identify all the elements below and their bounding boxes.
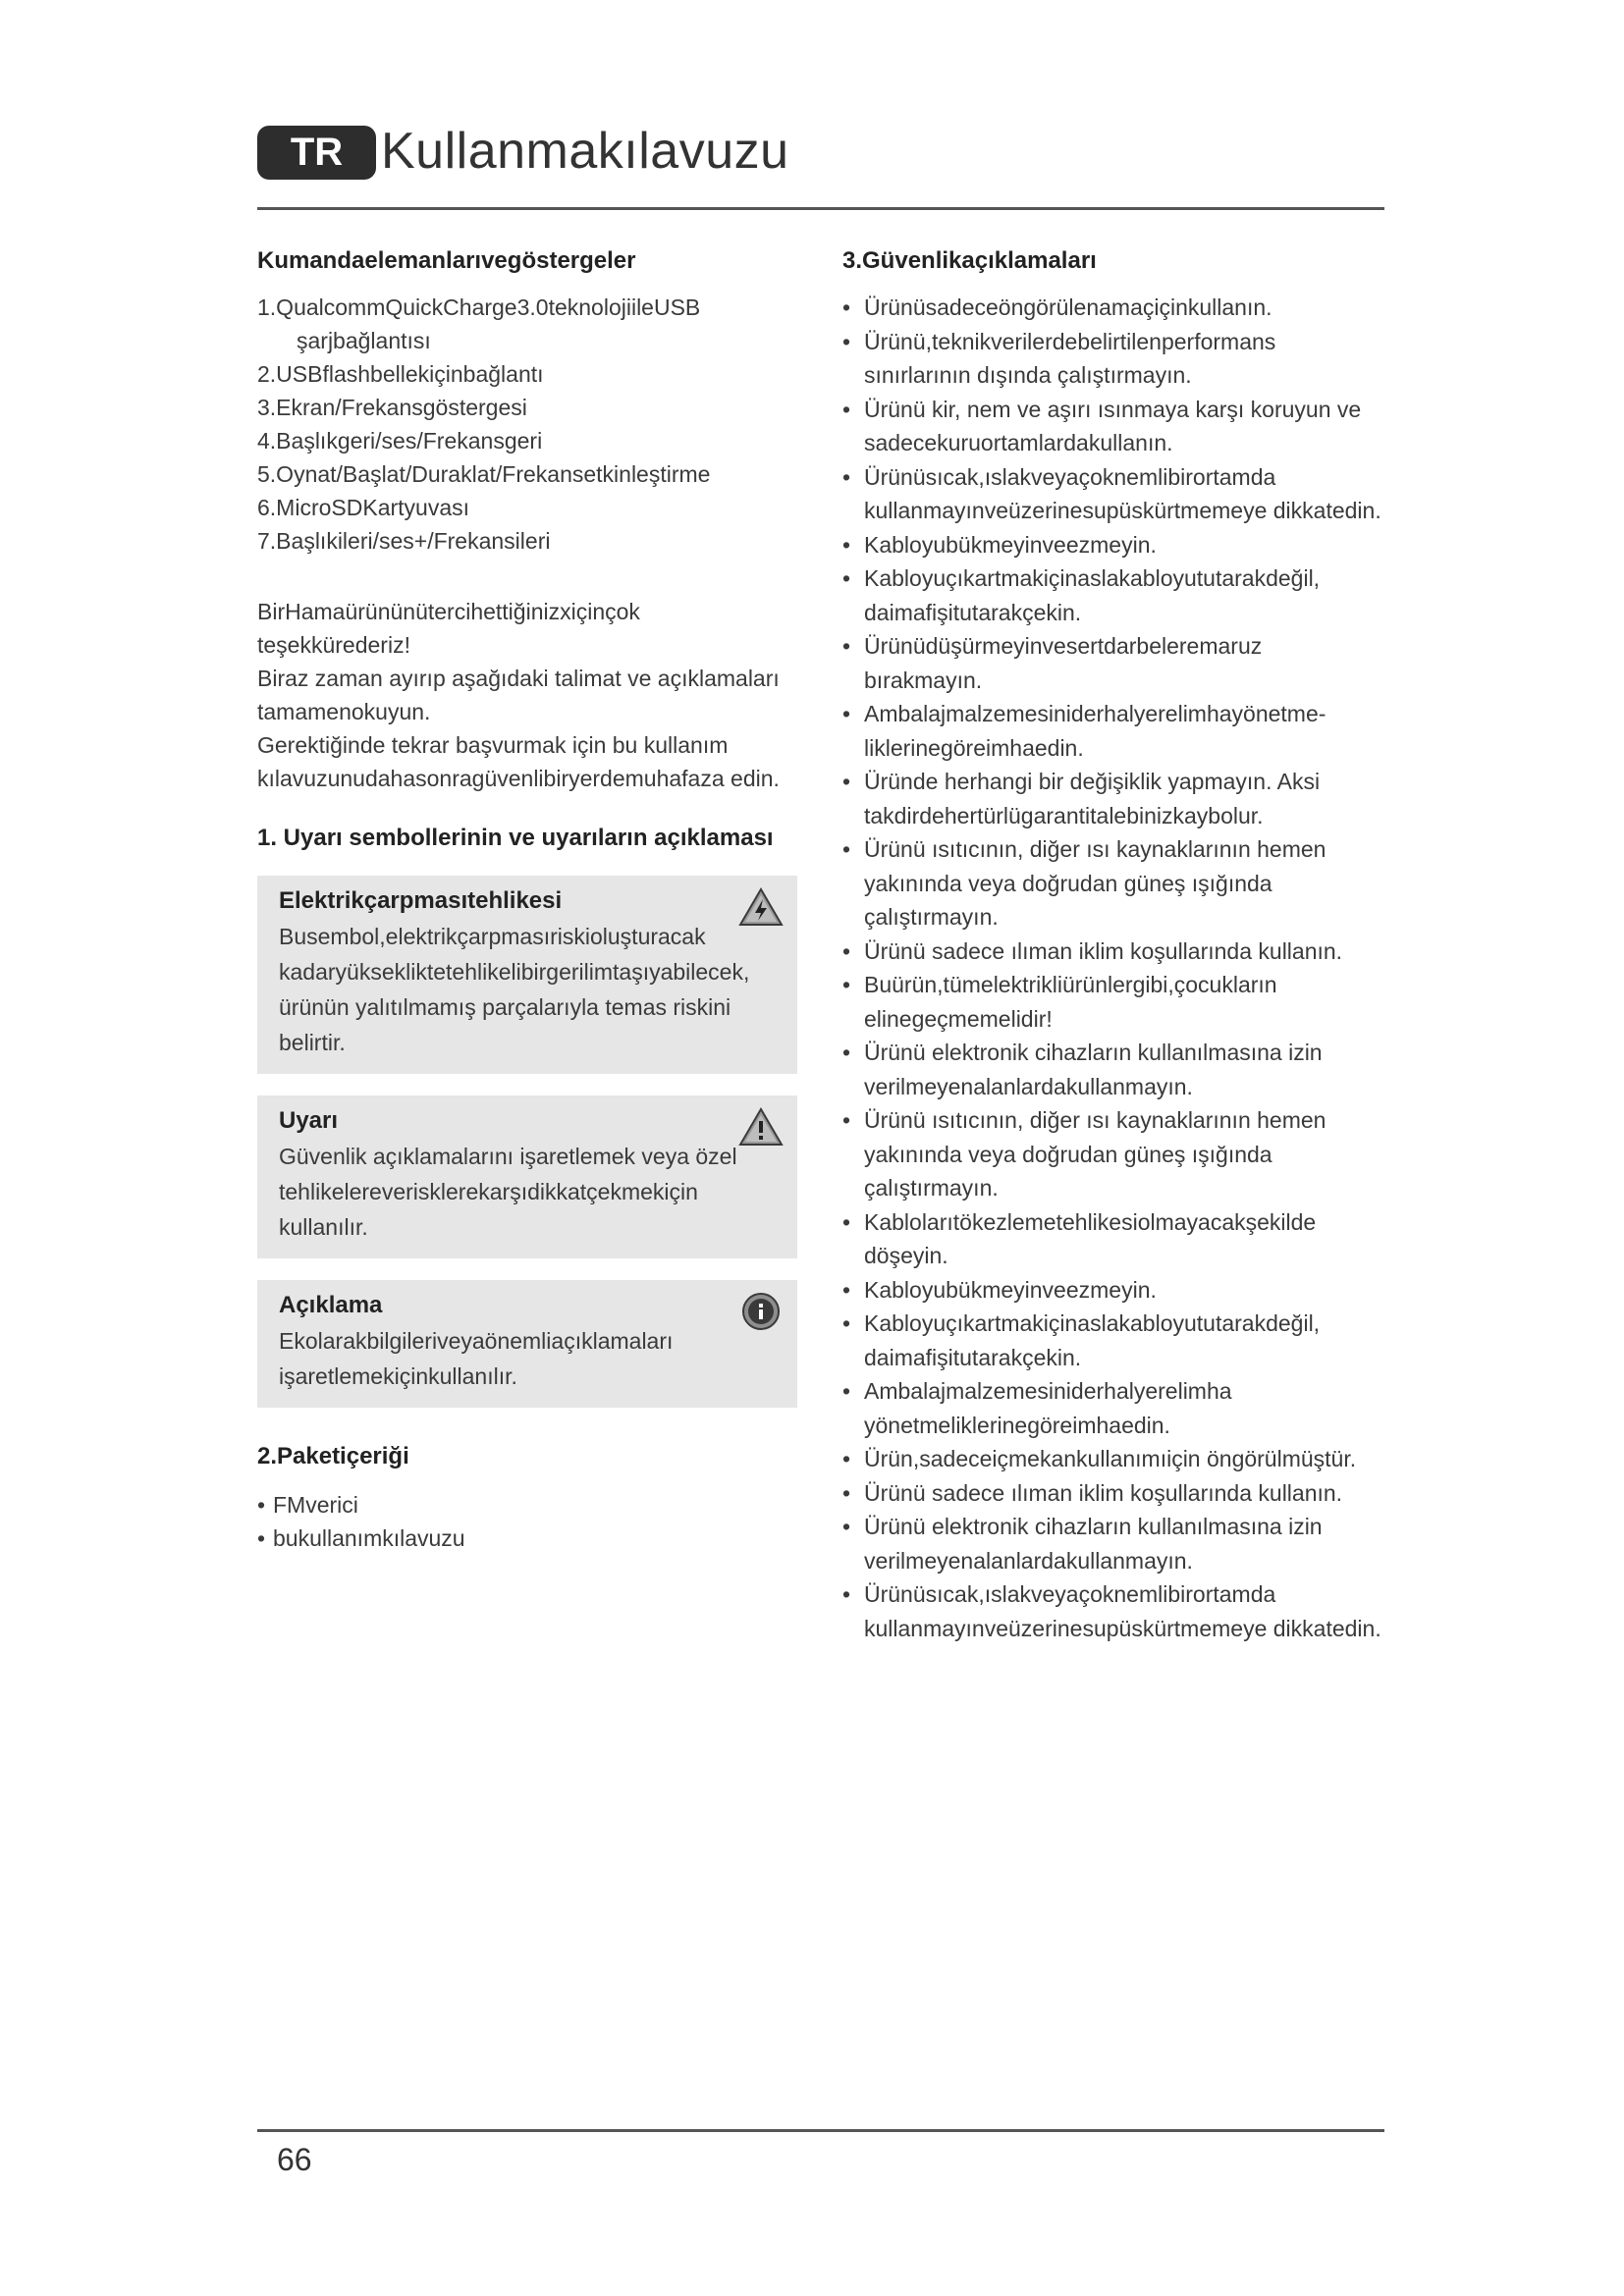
list-item: 4.Başlıkgeri/ses/Frekansgeri — [257, 428, 543, 454]
list-item: • bukullanımkılavuzu — [257, 1522, 797, 1555]
list-item: • Ürünü ısıtıcının, diğer ısı kaynaklarının hemen yakınında veya doğrudan güneş ışığında çalıştırmayın. — [842, 1103, 1382, 1205]
box-text: Busembol,elektrikçarpmasıriskioluşturacak kadaryüksekliktetehlikelibirgerilimtaşıyabilecek, ürünün yalıtılmamış parçalarıyla temas riskini belirtir. — [279, 924, 750, 1055]
list-item: • Ürünü sadece ılıman iklim koşullarında kullanın. — [842, 934, 1382, 969]
list-item: • Buürün,tümelektrikliürünlergibi,çocukların elinegeçmemelidir! — [842, 968, 1382, 1036]
list-item: • Kabloyuçıkartmakiçinaslakabloyututarakdeğil, daimafişitutarakçekin. — [842, 1307, 1382, 1374]
list-item: • Ürün,sadeceiçmekankullanımıiçin öngörülmüştür. — [842, 1442, 1382, 1476]
header-title: Kullanmakılavuzu — [381, 123, 789, 180]
list-item: 5.Oynat/Başlat/Duraklat/Frekansetkinleştirme — [257, 461, 711, 487]
list-item: • Ambalajmalzemesiniderhalyerelimhayönetme- liklerinegöreimhaedin. — [842, 697, 1382, 765]
package-heading: 2.Paketiçeriği — [257, 1443, 409, 1469]
list-item: • Ürünüdüşürmeyinvesertdarbeleremaruz bırakmayın. — [842, 629, 1382, 697]
controls-heading: Kumandaelemanlarıvegöstergeler — [257, 247, 636, 274]
box-text: Ekolarakbilgileriveyaönemliaçıklamaları işaretlemekiçinkullanılır. — [279, 1328, 674, 1389]
intro-text — [257, 595, 797, 795]
note-box — [257, 1280, 797, 1408]
list-item: • Ürünü kir, nem ve aşırı ısınmaya karşı koruyun ve sadecekuruortamlardakullanın. — [842, 393, 1382, 460]
package-contents-section — [257, 1441, 797, 1555]
list-item: • Kabloyuçıkartmakiçinaslakabloyututarakdeğil, daimafişitutarakçekin. — [842, 561, 1382, 629]
warning-symbols-section — [257, 823, 797, 1408]
list-item: 3.Ekran/Frekansgöstergesi — [257, 395, 527, 420]
list-item: 6.MicroSDKartyuvası — [257, 495, 470, 520]
right-column — [842, 245, 1382, 1645]
intro-paragraph: BirHamaürününütercihettiğinizxiçinçok teşekkürederiz! — [257, 599, 640, 658]
list-item: • Ürünüsadeceöngörülenamaçiçinkullanın. — [842, 291, 1382, 325]
warning-icon — [738, 1107, 784, 1147]
list-item: • Kablolarıtökezlemetehlikesiolmayacakşekilde döşeyin. — [842, 1205, 1382, 1273]
box-title: Uyarı — [279, 1107, 339, 1134]
box-title: Elektrikçarpmasıtehlikesi — [279, 887, 563, 914]
list-item: • Ambalajmalzemesiniderhalyerelimha yönetmeliklerinegöreimhaedin. — [842, 1374, 1382, 1442]
left-column — [257, 245, 797, 1555]
list-item: 7.Başlıkileri/ses+/Frekansileri — [257, 528, 551, 554]
header-divider — [257, 207, 1384, 210]
safety-list — [842, 291, 1382, 1645]
list-item: • Ürünü elektronik cihazların kullanılmasına izin verilmeyenalanlardakullanmayın. — [842, 1036, 1382, 1103]
list-item: • Ürünüsıcak,ıslakveyaçoknemlibirortamda kullanmayınveüzerinesupüskürtmemeye dikkatedin. — [842, 460, 1382, 528]
list-item: • Ürünü sadece ılıman iklim koşullarında kullanın. — [842, 1476, 1382, 1511]
electric-warning-icon — [738, 887, 784, 927]
list-item: • Üründe herhangi bir değişiklik yapmayın. Aksi takdirdehertürlügarantitalebinizkaybolur. — [842, 765, 1382, 832]
warning-symbols-heading: 1. Uyarı sembollerinin ve uyarıların açıklaması — [257, 825, 774, 851]
safety-heading: 3.Güvenlikaçıklamaları — [842, 247, 1097, 274]
list-item: • Ürünüsıcak,ıslakveyaçoknemlibirortamda kullanmayınveüzerinesupüskürtmemeye dikkatedin. — [842, 1577, 1382, 1645]
electric-shock-box — [257, 876, 797, 1074]
info-icon — [738, 1292, 784, 1331]
list-item: • Ürünü ısıtıcının, diğer ısı kaynaklarının hemen yakınında veya doğrudan güneş ışığında çalıştırmayın. — [842, 832, 1382, 934]
list-item: • FMverici — [257, 1488, 797, 1522]
page-number: 66 — [277, 2142, 312, 2177]
list-item: • Ürünü elektronik cihazların kullanılmasına izin verilmeyenalanlardakullanmayın. — [842, 1510, 1382, 1577]
list-item: • Kabloyubükmeyinveezmeyin. — [842, 528, 1382, 562]
list-item: 1.QualcommQuickCharge3.0teknolojiileUSB şarjbağlantısı — [257, 294, 701, 353]
package-list — [257, 1488, 797, 1555]
controls-list — [257, 291, 797, 558]
intro-paragraph: Gerektiğinde tekrar başvurmak için bu kullanım kılavuzunudahasonragüvenlibiryerdemuhafaza edin. — [257, 732, 780, 791]
footer-divider — [257, 2129, 1384, 2132]
list-item: • Kabloyubükmeyinveezmeyin. — [842, 1273, 1382, 1308]
list-item: 2.USBflashbellekiçinbağlantı — [257, 361, 544, 387]
box-title: Açıklama — [279, 1292, 383, 1318]
intro-paragraph: Biraz zaman ayırıp aşağıdaki talimat ve açıklamaları tamamenokuyun. — [257, 666, 780, 724]
warning-box — [257, 1095, 797, 1258]
list-item: • Ürünü,teknikverilerdebelirtilenperformans sınırlarının dışında çalıştırmayın. — [842, 325, 1382, 393]
language-badge: TR — [257, 126, 376, 180]
box-text: Güvenlik açıklamalarını işaretlemek veya özel tehlikelereverisklerekarşıdikkatçekmekiçin kullanılır. — [279, 1144, 737, 1240]
page-header — [257, 120, 1384, 208]
